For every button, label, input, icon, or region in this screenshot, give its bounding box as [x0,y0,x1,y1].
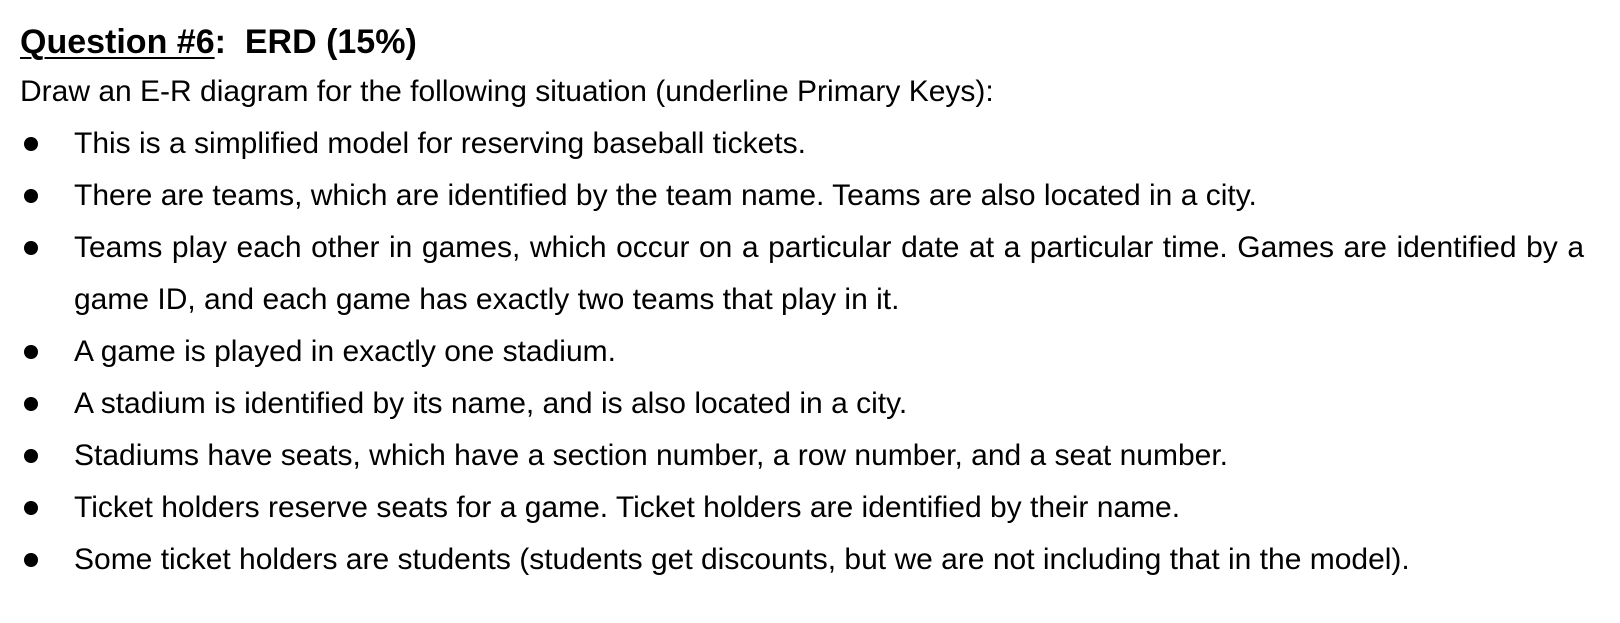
bullet-icon [24,345,38,359]
bullet-icon [24,397,38,411]
question-heading [20,18,1600,66]
list-item [20,430,1600,482]
heading-separator: : [214,23,226,61]
list-item-text: Teams play each other in games, which occur on a particular date at a particular time. Games are identified by a game ID, and each game has exactly two teams that play in it. [74,231,1584,316]
list-item [20,534,1600,586]
list-item-text: There are teams, which are identified by the team name. Teams are also located in a city. [74,179,1257,212]
instructions-text: Draw an E-R diagram for the following situation (underline Primary Keys): [20,75,994,108]
bullet-icon [24,137,38,151]
list-item [20,170,1600,222]
list-item-text: A stadium is identified by its name, and is also located in a city. [74,387,908,420]
list-item-text: Ticket holders reserve seats for a game. Ticket holders are identified by their name. [74,491,1181,524]
bullet-icon [24,449,38,463]
list-item [20,482,1600,534]
bullet-icon [24,501,38,515]
list-item [20,326,1600,378]
question-title: ERD (15%) [244,23,417,61]
list-item-text: This is a simplified model for reserving baseball tickets. [74,127,806,160]
bullet-icon [24,189,38,203]
question-number: Question #6 [20,23,215,61]
bullet-icon [24,553,38,567]
list-item-text: A game is played in exactly one stadium. [74,335,616,368]
list-item-text: Stadiums have seats, which have a section number, a row number, and a seat number. [74,439,1228,472]
list-item-text: Some ticket holders are students (students get discounts, but we are not including that in the model). [74,543,1410,576]
requirements-list [20,118,1600,586]
bullet-icon [24,241,38,255]
list-item [20,378,1600,430]
list-item [20,118,1600,170]
list-item [20,222,1584,326]
